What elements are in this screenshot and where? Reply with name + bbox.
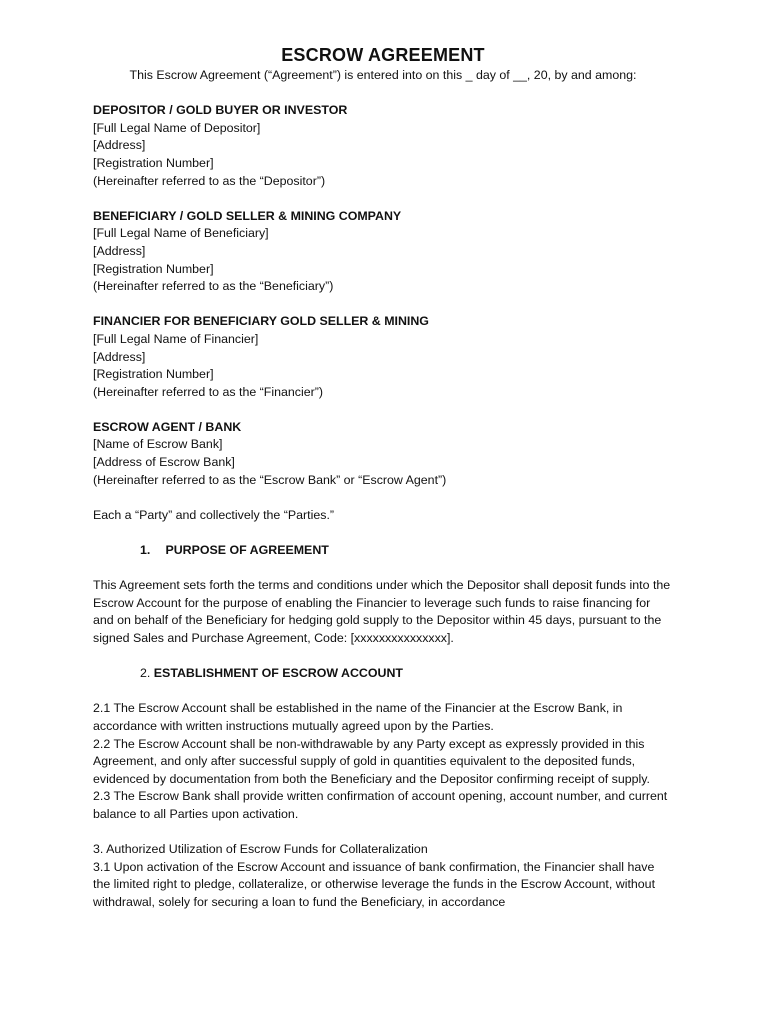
spacer	[93, 683, 673, 701]
party-line: (Hereinafter referred to as the “Financier”)	[93, 384, 324, 399]
document-title: ESCROW AGREEMENT	[281, 45, 485, 65]
party-block-financier	[93, 313, 673, 401]
party-line: [Registration Number]	[93, 155, 214, 170]
party-block-escrow-agent	[93, 419, 673, 489]
intro-paragraph: This Escrow Agreement (“Agreement”) is entered into on this _ day of __, 20, by and among:	[129, 68, 637, 82]
section-1-body: This Agreement sets forth the terms and conditions under which the Depositor shall deposit funds into the Escrow Account for the purpose of enabling the Financier to leverage such funds to raise financing for and on behalf of the Beneficiary for hedging gold supply to the Depositor within 45 days, pursuant to the signed Sales and Purchase Agreement, Code: [xxxxxxxxxxxxxxx].	[93, 578, 671, 645]
clause-2-1: 2.1 The Escrow Account shall be established in the name of the Financier at the Escrow Bank, in accordance with written instructions mutually agreed upon by the Parties.	[93, 701, 623, 733]
party-heading: BENEFICIARY / GOLD SELLER & MINING COMPANY	[93, 208, 402, 223]
clause-2-3: 2.3 The Escrow Bank shall provide written confirmation of account opening, account number, and current balance to all Parties upon activation.	[93, 789, 668, 821]
party-line: [Full Legal Name of Beneficiary]	[93, 226, 269, 241]
spacer	[93, 296, 673, 314]
spacer	[93, 824, 673, 842]
parties-note: Each a “Party” and collectively the “Parties.”	[93, 507, 335, 522]
section-number: 2.	[140, 666, 151, 681]
party-line: [Full Legal Name of Depositor]	[93, 120, 261, 135]
party-line: [Full Legal Name of Financier]	[93, 331, 259, 346]
party-line: [Address]	[93, 138, 146, 153]
clause-2-2: 2.2 The Escrow Account shall be non-withdrawable by any Party except as expressly provided in this Agreement, and only after successful supply of gold in quantities equivalent to the deposited funds, evidenced by documentation from both the Beneficiary and the Depositor confirming receipt of supply.	[93, 736, 650, 786]
party-line: (Hereinafter referred to as the “Depositor”)	[93, 173, 326, 188]
party-line: [Address]	[93, 349, 146, 364]
party-line: [Name of Escrow Bank]	[93, 437, 223, 452]
party-line: [Address]	[93, 243, 146, 258]
party-heading: ESCROW AGENT / BANK	[93, 419, 242, 434]
section-title: ESTABLISHMENT OF ESCROW ACCOUNT	[153, 666, 403, 681]
party-line: [Address of Escrow Bank]	[93, 455, 235, 470]
section-number: 1.	[140, 543, 151, 558]
clause-3-1: 3.1 Upon activation of the Escrow Account and issuance of bank confirmation, the Financier shall have the limited right to pledge, collateralize, or otherwise leverage the funds in the Escrow Account, without withdrawal, solely for securing a loan to fund the Beneficiary, in accordance	[93, 859, 656, 909]
party-heading: FINANCIER FOR BENEFICIARY GOLD SELLER & MINING	[93, 314, 429, 329]
section-3-heading: 3. Authorized Utilization of Escrow Funds for Collateralization	[93, 842, 428, 857]
party-block-depositor	[93, 102, 673, 190]
section-title: PURPOSE OF AGREEMENT	[165, 543, 329, 558]
spacer	[93, 524, 673, 542]
spacer	[93, 560, 673, 578]
spacer	[93, 190, 673, 208]
party-line: (Hereinafter referred to as the “Beneficiary”)	[93, 279, 334, 294]
section-2-heading	[93, 665, 673, 683]
party-heading: DEPOSITOR / GOLD BUYER OR INVESTOR	[93, 103, 348, 118]
party-block-beneficiary	[93, 208, 673, 296]
party-line: (Hereinafter referred to as the “Escrow Bank” or “Escrow Agent”)	[93, 472, 447, 487]
spacer	[93, 85, 673, 103]
party-line: [Registration Number]	[93, 261, 214, 276]
document-page	[93, 44, 673, 912]
spacer	[93, 401, 673, 419]
spacer	[93, 489, 673, 507]
section-1-heading	[93, 542, 673, 560]
spacer	[93, 648, 673, 666]
party-line: [Registration Number]	[93, 367, 214, 382]
